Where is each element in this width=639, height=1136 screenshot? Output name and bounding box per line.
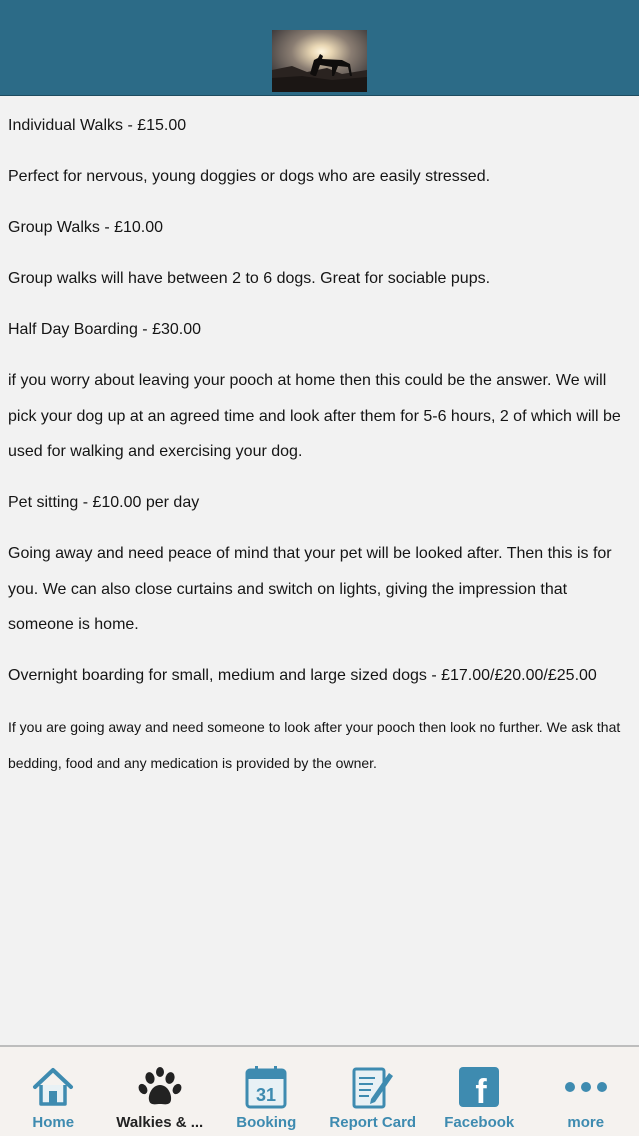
calendar-icon <box>244 1065 288 1109</box>
service-title-individual-walks: Individual Walks - £15.00 <box>8 117 187 134</box>
service-desc-group-walks: Group walks will have between 2 to 6 dogs. Great for sociable pups. <box>8 270 491 287</box>
tab-report-card-label: Report Card <box>329 1114 417 1131</box>
tab-home-label: Home <box>32 1114 75 1131</box>
service-desc-half-day-boarding: if you worry about leaving your pooch at home then this could be the answer. We will pick your dog up at an agreed time and look after them for 5-6 hours, 2 of which will be used for walking and exercising your dog. <box>8 372 621 460</box>
facebook-icon <box>457 1065 501 1109</box>
service-desc-individual-walks: Perfect for nervous, young doggies or dogs who are easily stressed. <box>8 168 491 185</box>
service-title-group-walks: Group Walks - £10.00 <box>8 219 164 236</box>
more-icon <box>564 1065 608 1109</box>
tab-facebook[interactable] <box>427 1047 531 1136</box>
tab-report-card[interactable] <box>321 1047 425 1136</box>
service-desc-pet-sitting: Going away and need peace of mind that your pet will be looked after. Then this is for you. We can also close curtains and switch on lights, giving the impression that someone is home. <box>8 545 612 633</box>
services-content <box>8 96 634 781</box>
service-desc-overnight-boarding: If you are going away and need someone to look after your pooch then look no further. We ask that bedding, food and any medication is provided by the owner. <box>8 719 621 771</box>
tab-walkies[interactable] <box>108 1047 212 1136</box>
svg-text:f: f <box>475 1073 487 1109</box>
tab-home[interactable] <box>1 1047 105 1136</box>
tab-more[interactable] <box>534 1047 638 1136</box>
edit-icon <box>351 1065 395 1109</box>
tab-more-label: more <box>567 1114 605 1131</box>
bottom-tab-bar <box>0 1045 639 1136</box>
svg-text:31: 31 <box>256 1085 277 1105</box>
home-icon <box>31 1065 75 1109</box>
header-bar <box>0 0 639 96</box>
service-title-overnight-boarding: Overnight boarding for small, medium and large sized dogs - £17.00/£20.00/£25.00 <box>8 667 597 684</box>
tab-walkies-label: Walkies & ... <box>116 1114 204 1131</box>
header-logo-image <box>272 30 367 92</box>
paw-icon <box>138 1065 182 1109</box>
dog-sunset-image <box>272 30 367 92</box>
tab-facebook-label: Facebook <box>444 1114 515 1131</box>
tab-booking-label: Booking <box>236 1114 297 1131</box>
service-title-half-day-boarding: Half Day Boarding - £30.00 <box>8 321 201 338</box>
service-title-pet-sitting: Pet sitting - £10.00 per day <box>8 494 200 511</box>
tab-booking[interactable] <box>214 1047 318 1136</box>
